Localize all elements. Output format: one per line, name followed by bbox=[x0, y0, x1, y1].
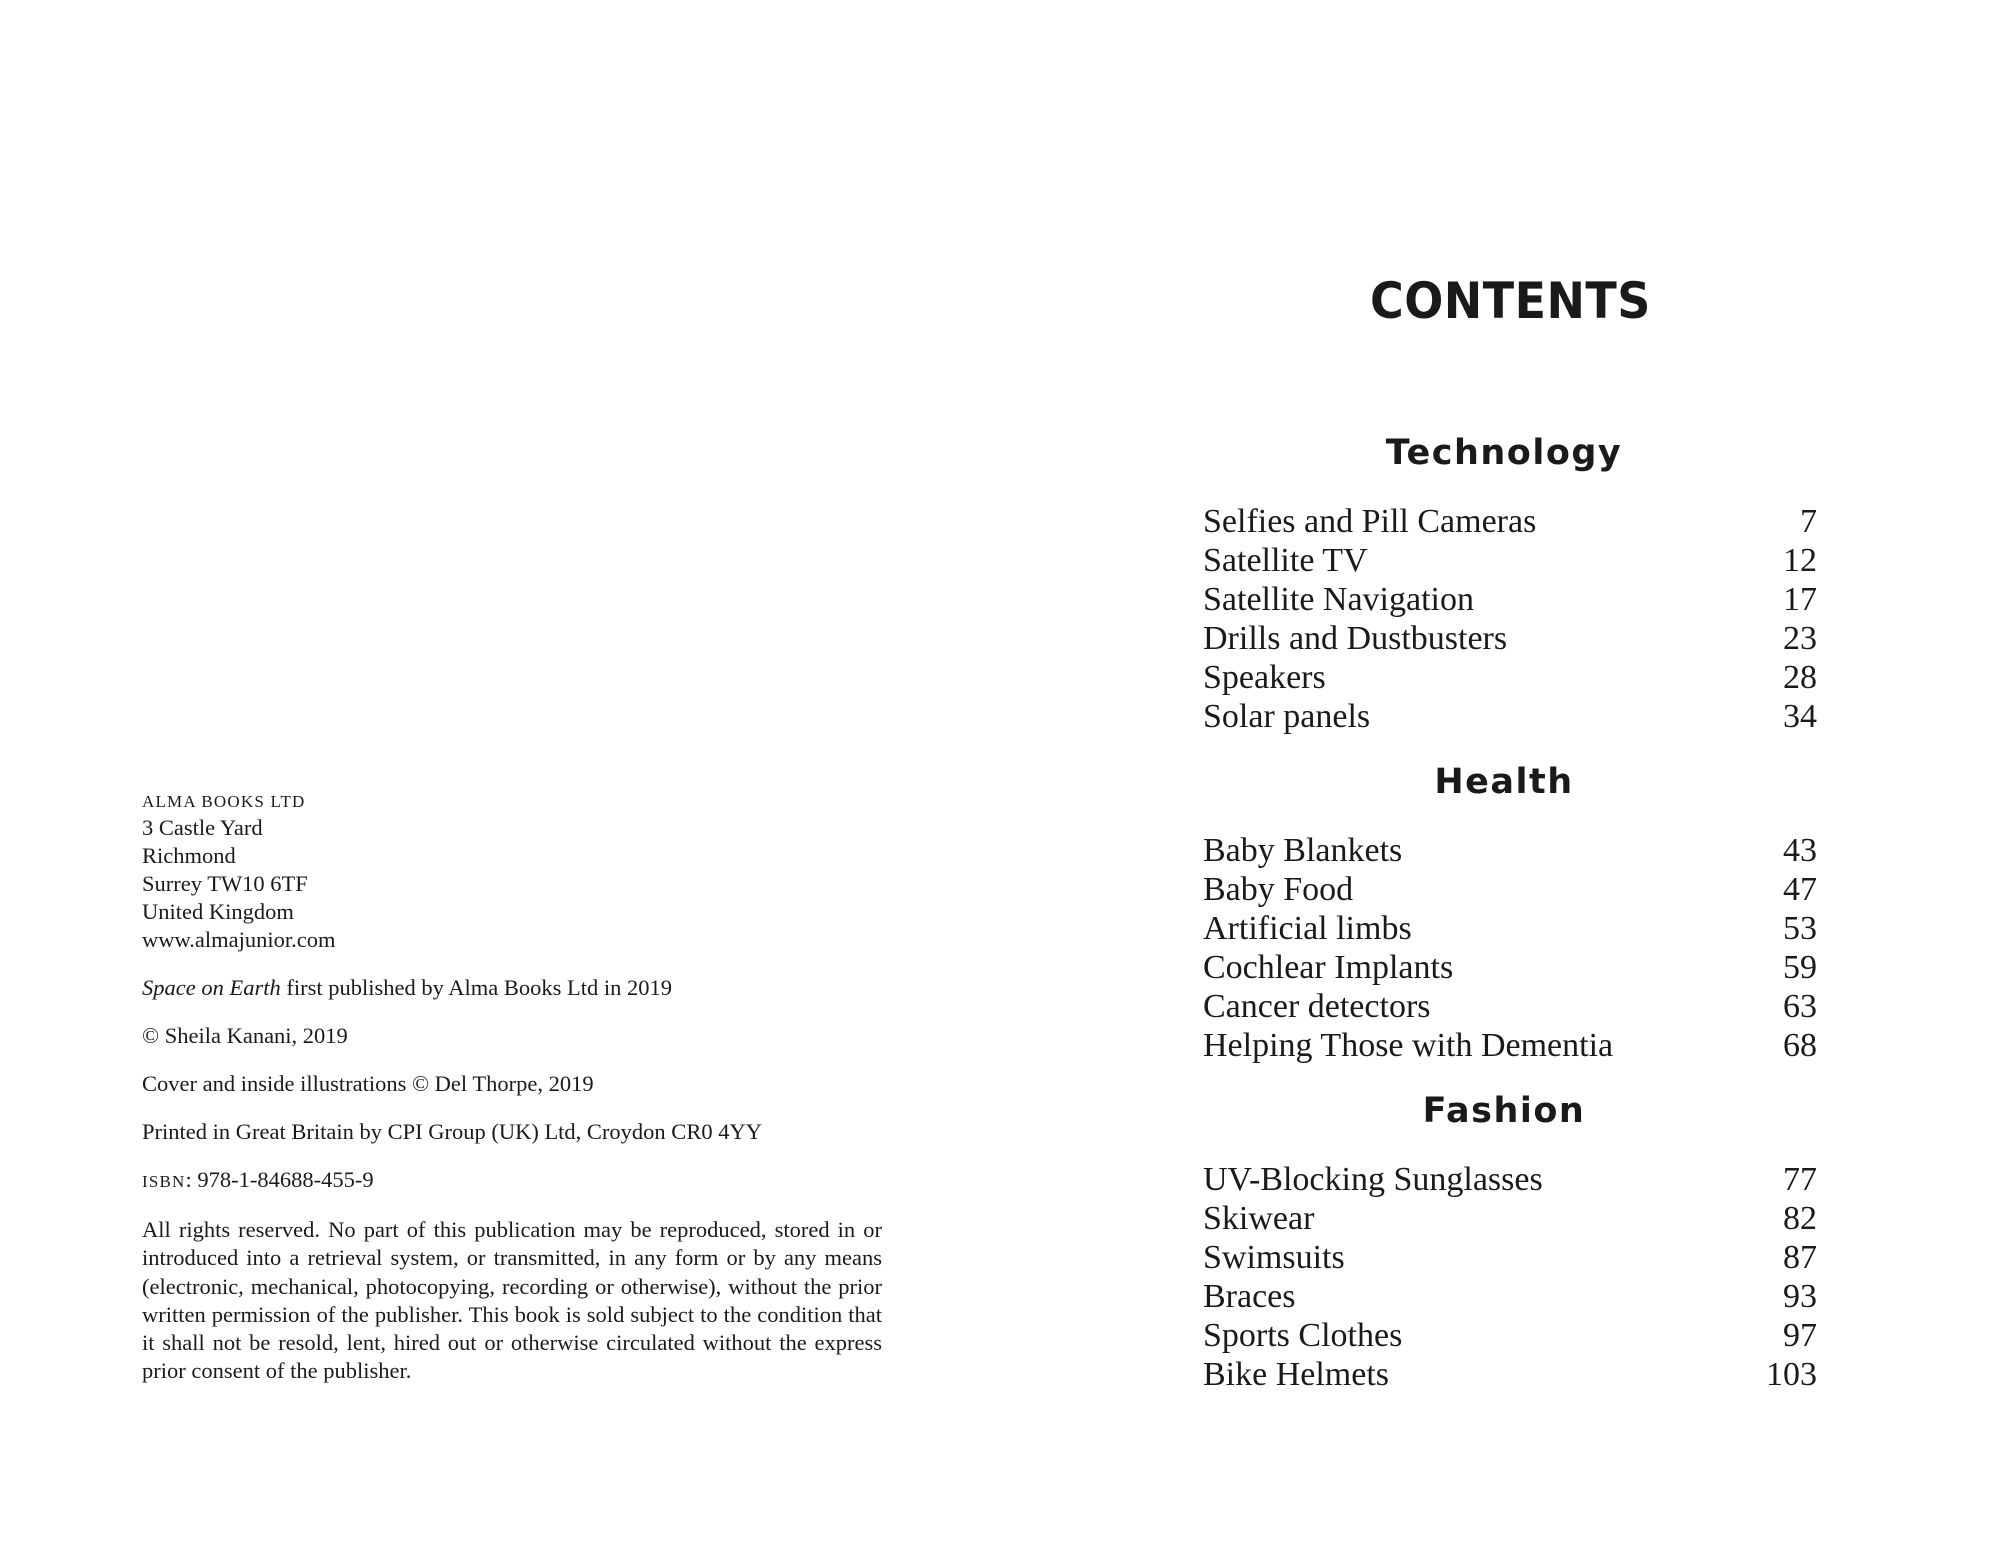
book-title: Space on Earth bbox=[142, 975, 281, 1000]
toc-entry-title: Helping Those with Dementia bbox=[1203, 1027, 1614, 1064]
toc-entry-page: 97 bbox=[1783, 1317, 1817, 1354]
toc-entry[interactable] bbox=[1203, 541, 1817, 580]
address-line: 3 Castle Yard bbox=[142, 815, 263, 840]
toc-entry-title: Baby Blankets bbox=[1203, 832, 1403, 869]
first-published-text: first published by Alma Books Ltd in 2019 bbox=[280, 975, 672, 1000]
toc-entry-page: 68 bbox=[1783, 1027, 1817, 1064]
rights-statement: All rights reserved. No part of this publication may be reproduced, stored in or introduced into a retrieval system, or transmitted, in any form or by any means (electronic, mechanical, photocopying, recording or otherwise), without the prior written permission of the publisher. This book is sold subject to the condition that it shall not be resold, lent, hired out or otherwise circulated without the express prior consent of the publisher. bbox=[142, 1217, 882, 1384]
toc-entry-title: Braces bbox=[1203, 1278, 1296, 1315]
toc-entry[interactable] bbox=[1203, 1026, 1817, 1065]
toc-entry-title: Satellite TV bbox=[1203, 542, 1368, 579]
toc-entry[interactable] bbox=[1203, 1355, 1817, 1394]
toc-entry[interactable] bbox=[1203, 1277, 1817, 1316]
toc-entry[interactable] bbox=[1203, 909, 1817, 948]
toc-entry[interactable] bbox=[1203, 697, 1817, 736]
toc-list bbox=[1203, 831, 1817, 1065]
toc-entry[interactable] bbox=[1203, 502, 1817, 541]
toc-entry[interactable] bbox=[1203, 658, 1817, 697]
section-heading: Technology bbox=[1385, 433, 1623, 473]
isbn-label: ISBN bbox=[142, 1172, 186, 1191]
isbn-value: : 978-1-84688-455-9 bbox=[185, 1167, 374, 1192]
toc-entry-page: 34 bbox=[1783, 698, 1817, 735]
toc-entry-title: Bike Helmets bbox=[1203, 1356, 1390, 1393]
toc-entry[interactable] bbox=[1203, 987, 1817, 1026]
toc-entry[interactable] bbox=[1203, 619, 1817, 658]
toc-entry-title: Satellite Navigation bbox=[1203, 581, 1474, 618]
toc-entry[interactable] bbox=[1203, 1160, 1817, 1199]
toc-entry-title: Skiwear bbox=[1203, 1200, 1315, 1237]
publisher-address bbox=[142, 814, 882, 954]
toc-entry-title: Swimsuits bbox=[1203, 1239, 1345, 1276]
toc-entry[interactable] bbox=[1203, 870, 1817, 909]
toc-section-technology bbox=[1203, 432, 1817, 736]
toc-list bbox=[1203, 1160, 1817, 1394]
toc-entry-page: 12 bbox=[1783, 542, 1817, 579]
toc-entry-page: 47 bbox=[1783, 871, 1817, 908]
author-copyright: © Sheila Kanani, 2019 bbox=[142, 1023, 348, 1048]
section-heading: Health bbox=[1434, 762, 1574, 802]
toc-entry-page: 28 bbox=[1783, 659, 1817, 696]
toc-entry-page: 93 bbox=[1783, 1278, 1817, 1315]
toc-entry-page: 7 bbox=[1800, 503, 1817, 540]
toc-entry-page: 17 bbox=[1783, 581, 1817, 618]
toc-entry-title: Sports Clothes bbox=[1203, 1317, 1403, 1354]
first-published-line bbox=[142, 974, 882, 1002]
toc-entry-title: Drills and Dustbusters bbox=[1203, 620, 1508, 657]
printer-line: Printed in Great Britain by CPI Group (UK) Ltd, Croydon CR0 4YY bbox=[142, 1119, 762, 1144]
toc-list bbox=[1203, 502, 1817, 736]
toc-section-fashion bbox=[1203, 1090, 1817, 1394]
toc-entry-page: 77 bbox=[1783, 1161, 1817, 1198]
toc-entry-title: Selfies and Pill Cameras bbox=[1203, 503, 1537, 540]
toc-entry-page: 87 bbox=[1783, 1239, 1817, 1276]
toc-entry-title: Artificial limbs bbox=[1203, 910, 1412, 947]
toc-entry[interactable] bbox=[1203, 1199, 1817, 1238]
address-line: Richmond bbox=[142, 843, 236, 868]
toc-entry-title: Speakers bbox=[1203, 659, 1326, 696]
toc-entry-page: 59 bbox=[1783, 949, 1817, 986]
toc-entry-page: 103 bbox=[1766, 1356, 1817, 1393]
toc-entry-page: 63 bbox=[1783, 988, 1817, 1025]
toc-entry-page: 23 bbox=[1783, 620, 1817, 657]
imprint-block bbox=[142, 790, 882, 1386]
toc-entry-title: UV-Blocking Sunglasses bbox=[1203, 1161, 1543, 1198]
publisher-name: ALMA BOOKS LTD bbox=[142, 792, 306, 811]
publisher-website: www.almajunior.com bbox=[142, 927, 336, 952]
toc-entry-title: Solar panels bbox=[1203, 698, 1371, 735]
toc-entry[interactable] bbox=[1203, 1238, 1817, 1277]
section-heading: Fashion bbox=[1422, 1091, 1586, 1131]
toc-entry[interactable] bbox=[1203, 831, 1817, 870]
contents-title: CONTENTS bbox=[1370, 272, 1651, 330]
isbn-line bbox=[142, 1166, 882, 1196]
toc-entry-title: Cancer detectors bbox=[1203, 988, 1431, 1025]
toc-section-health bbox=[1203, 761, 1817, 1065]
toc-entry-title: Cochlear Implants bbox=[1203, 949, 1454, 986]
toc-entry[interactable] bbox=[1203, 1316, 1817, 1355]
toc-entry-page: 43 bbox=[1783, 832, 1817, 869]
address-line: Surrey TW10 6TF bbox=[142, 871, 308, 896]
address-line: United Kingdom bbox=[142, 899, 294, 924]
toc-entry[interactable] bbox=[1203, 948, 1817, 987]
toc-entry-title: Baby Food bbox=[1203, 871, 1354, 908]
toc-entry[interactable] bbox=[1203, 580, 1817, 619]
toc-entry-page: 53 bbox=[1783, 910, 1817, 947]
toc-entry-page: 82 bbox=[1783, 1200, 1817, 1237]
illustrations-credit: Cover and inside illustrations © Del Thorpe, 2019 bbox=[142, 1071, 594, 1096]
